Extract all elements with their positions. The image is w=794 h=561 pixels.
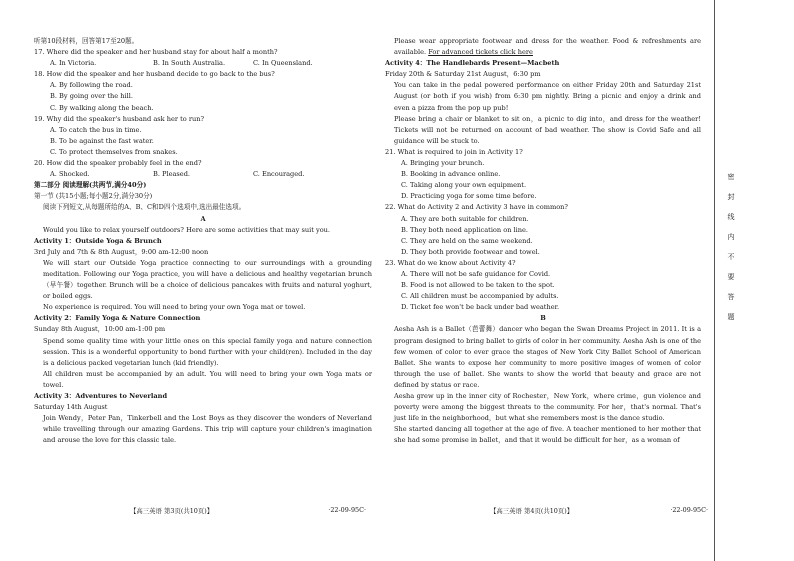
seal-char: 线 — [727, 213, 735, 221]
q18-option-a: A. By following the road. — [50, 81, 133, 90]
question-21: 21. What is required to join in Activity 1? — [385, 147, 523, 156]
right-footer-code: ·22-09-95C· — [670, 506, 708, 514]
activity-3-title: Activity 3：Adventures to Neverland — [34, 392, 168, 400]
left-page-footer — [130, 506, 366, 515]
passage-b-paragraph-3: She started dancing all together at the age of five. A teacher mentioned to her mother that she had some promise in ballet，and that it would be difficult for her，as a woman of — [394, 425, 701, 445]
seal-char: 题 — [727, 313, 735, 321]
seal-char: 不 — [727, 253, 735, 261]
seal-line-notice — [726, 172, 736, 322]
q23-option-b: B. Food is not allowed to be taken to the spot. — [401, 281, 555, 290]
q21-option-a: A. Bringing your brunch. — [401, 159, 485, 168]
activity-2-paragraph: Spend some quality time with your little ones on this special family yoga and nature connection session. This is a wonderful opportunity to bond further with your child(ren). Included in the day is a delicious packed vegetarian lunch (kid friendly). — [43, 336, 372, 367]
question-20: 20. How did the speaker probably feel in the end? — [34, 159, 202, 168]
passage-a-label: A — [200, 214, 206, 223]
q17-option-b: B. In South Australia. — [153, 59, 226, 68]
activity-3-wear-text: Please wear appropriate footwear and dress for the weather. Food & refreshments are available. — [394, 37, 701, 57]
activity-3-notice — [385, 36, 701, 58]
binding-line — [714, 0, 715, 561]
left-page-column — [34, 36, 372, 446]
activity-4-date: Friday 20th & Saturday 21st August，6:30 pm — [385, 70, 541, 79]
q23-option-a: A. There will not be safe guidance for Covid. — [401, 269, 551, 278]
left-footer-page: 【高三英语 第3页(共10页)】 — [130, 507, 214, 515]
q22-option-c: C. They are held on the same weekend. — [401, 236, 533, 245]
passage-b-label: B — [540, 314, 546, 323]
question-18: 18. How did the speaker and her husband decide to go back to the bus? — [34, 70, 275, 79]
section-1-title: 第一节 (共15小题;每小题2分,满分30分) — [34, 192, 153, 201]
q20-options — [34, 169, 372, 180]
question-22: 22. What do Activity 2 and Activity 3 have in common? — [385, 203, 568, 212]
activity-1-paragraph: We will start our Outside Yoga practice connecting to our surroundings with a grounding meditation. Following our Yoga practice, you will have a delicious and healthy vegetarian brunch（早午餐）together. Brunch will be a choice of delicious pancakes with fruits and natural yoghurt, or boiled eggs. — [43, 258, 372, 301]
q20-option-c: C. Encouraged. — [253, 170, 305, 179]
q19-option-c: C. To protect themselves from snakes. — [50, 147, 178, 156]
q22-option-d: D. They both provide footwear and towel. — [401, 247, 540, 256]
activity-3-date: Saturday 14th August — [34, 403, 108, 412]
section-2-title: 第二部分 阅读理解(共两节,满分40分) — [34, 181, 147, 190]
q18-option-b: B. By going over the hill. — [50, 92, 133, 101]
seal-char: 要 — [727, 273, 735, 281]
passage-b-paragraph-2: Aesha grew up in the inner city of Rochester，New York，where crime，gun violence and poverty were among the biggest threats to the community. For her，that's normal. That's just life in the neighborhood，but what she remembers most is the dance studio. — [394, 392, 701, 423]
q17-options — [34, 58, 372, 69]
q17-option-c: C. In Queensland. — [253, 59, 313, 68]
seal-char: 答 — [727, 293, 735, 301]
left-footer-code: ·22-09-95C· — [328, 506, 366, 514]
activity-4-paragraph-1: You can take in the pedal powered performance on either Friday 20th and Saturday 21st August (or both if you wish) from 6:30 pm nightly. Bring a picnic and enjoy a drink and even a pizza from the pop up pub! — [394, 81, 701, 112]
right-page-footer — [490, 506, 708, 515]
activity-2-requirement: All children must be accompanied by an adult. You will need to bring your own Yoga mats or towel. — [43, 369, 372, 389]
activity-2-date: Sunday 8th August，10:00 am-1:00 pm — [34, 325, 166, 334]
activity-1-date: 3rd July and 7th & 8th August，9:00 am-12:00 noon — [34, 247, 209, 256]
question-17: 17. Where did the speaker and her husband stay for about half a month? — [34, 48, 278, 57]
passage-b-paragraph-1: Aesha Ash is a Ballet（芭蕾舞）dancer who began the Swan Dreams Project in 2011. It is a program designed to bring ballet to girls of color in her community. Aesha Ash is one of the few women of color to ever grace the stages of New York City Ballet School of American Ballet. She wants to expose her community to more positive images of women of color through the use of ballet. She wants to show the world that beauty and grace are not defined by status or race. — [394, 325, 701, 389]
activity-4-title: Activity 4：The Handlebards Present—Macbeth — [385, 59, 560, 68]
reading-instructions: 阅读下列短文,从每题所给的A、B、C和D四个选项中,选出最佳选项。 — [43, 203, 246, 212]
seal-char: 内 — [727, 233, 735, 241]
q23-option-d: D. Ticket fee won't be back under bad weather. — [401, 303, 560, 312]
activity-3-paragraph: Join Wendy，Peter Pan，Tinkerbell and the Lost Boys as they discover the wonders of Neverland while travelling through our amazing Gardens. This trip will capture your children's imagination and arouse the love for this classic tale. — [43, 414, 372, 445]
right-page-column — [385, 36, 701, 446]
q17-option-a: A. In Victoria. — [50, 59, 97, 68]
q20-option-a: A. Shocked. — [50, 170, 90, 179]
question-23: 23. What do we know about Activity 4? — [385, 258, 516, 267]
activity-1-title: Activity 1：Outside Yoga & Brunch — [34, 236, 162, 245]
q22-option-a: A. They are both suitable for children. — [401, 214, 529, 223]
q18-option-c: C. By walking along the beach. — [50, 103, 154, 112]
passage-a-intro: Would you like to relax yourself outdoors? Here are some activities that may suit you. — [43, 225, 331, 234]
q20-option-b: B. Pleased. — [153, 170, 191, 179]
question-19: 19. Why did the speaker's husband ask her to run? — [34, 114, 205, 123]
tickets-link[interactable]: For advanced tickets click here — [428, 48, 533, 57]
q21-option-b: B. Booking in advance online. — [401, 170, 501, 179]
seal-char: 封 — [727, 193, 735, 201]
q22-option-b: B. They both need application on line. — [401, 225, 529, 234]
q19-option-a: A. To catch the bus in time. — [50, 125, 142, 134]
listening-instruction: 听第10段材料，回答第17至20题。 — [34, 37, 139, 45]
q19-option-b: B. To be against the fast water. — [50, 136, 154, 145]
q23-option-c: C. All children must be accompanied by adults. — [401, 292, 559, 301]
activity-1-requirement: No experience is required. You will need to bring your own Yoga mat or towel. — [43, 303, 306, 312]
q21-option-d: D. Practicing yoga for some time before. — [401, 192, 537, 201]
q21-option-c: C. Taking along your own equipment. — [401, 181, 527, 190]
activity-2-title: Activity 2：Family Yoga & Nature Connection — [34, 314, 201, 323]
activity-4-paragraph-2: Please bring a chair or blanket to sit on，a picnic to dig into，and dress for the weather! Tickets will not be returned on account of bad weather. The show is Covid Safe and all guidance will be stuck to. — [394, 114, 701, 145]
right-footer-page: 【高三英语 第4页(共10页)】 — [490, 507, 574, 515]
seal-char: 密 — [727, 173, 735, 181]
